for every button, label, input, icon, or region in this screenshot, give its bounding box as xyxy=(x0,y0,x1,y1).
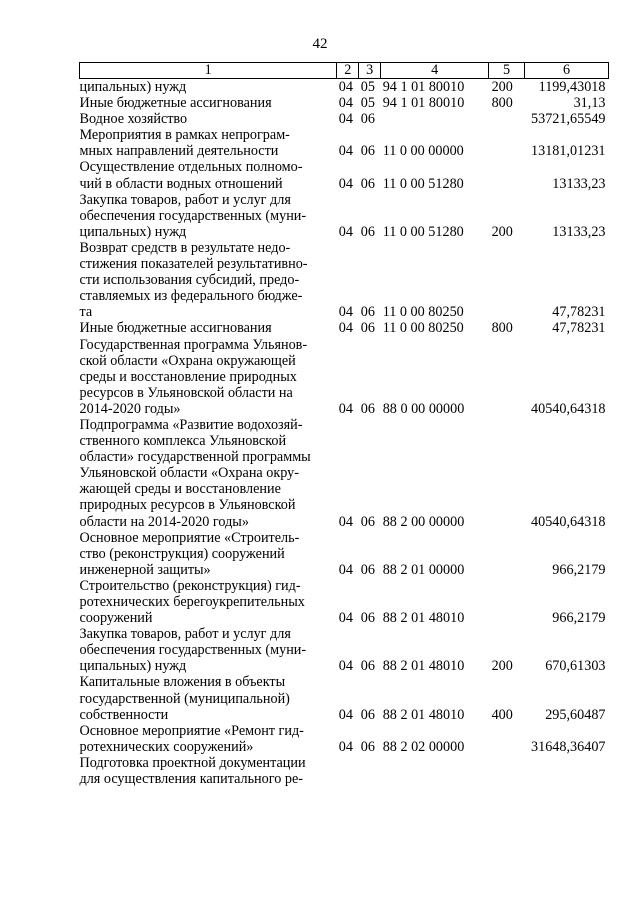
row-name-line: среды и восстановление природных xyxy=(79,368,297,385)
table-row xyxy=(80,127,609,159)
row-target-article: 11 0 00 51280 xyxy=(382,175,464,192)
row-expense-type: 800 xyxy=(491,95,513,112)
table-row xyxy=(80,79,609,96)
row-target-article: 88 2 01 48010 xyxy=(382,610,465,627)
row-section-code: 04 xyxy=(338,738,353,755)
row-target-article: 11 0 00 00000 xyxy=(382,143,464,160)
column-header-name: 1 xyxy=(80,63,337,79)
row-target-article: 11 0 00 80250 xyxy=(382,304,464,321)
row-name-line: Осуществление отдельных полномо- xyxy=(79,159,303,176)
table-header xyxy=(80,63,609,79)
row-name-line: для осуществления капитального ре- xyxy=(79,771,303,788)
column-header-target-article: 4 xyxy=(381,63,489,79)
row-expense-type xyxy=(489,723,525,755)
row-name-line: Основное мероприятие «Строитель- xyxy=(79,529,300,546)
row-name xyxy=(80,723,337,755)
row-subsection-code xyxy=(359,755,381,787)
row-section-code: 04 xyxy=(338,79,353,95)
row-expense-type xyxy=(489,530,525,578)
row-name-line: государственной (муниципальной) xyxy=(79,690,290,707)
row-name-line: Капитальные вложения в объекты xyxy=(79,674,286,691)
row-name-line: обеспечения государственных (муни- xyxy=(79,207,307,224)
column-header-expense-type: 5 xyxy=(489,63,525,79)
row-amount: 40540,64318 xyxy=(531,513,606,530)
row-name-line: 2014-2020 годы» xyxy=(79,400,181,417)
table-row xyxy=(80,723,609,755)
row-target-article: 88 2 02 00000 xyxy=(382,738,465,755)
row-subsection-code: 06 xyxy=(360,143,375,160)
row-name xyxy=(80,530,337,578)
row-amount: 13181,01231 xyxy=(531,143,606,160)
row-target-article xyxy=(381,111,489,127)
row-name-line: ципальных) нужд xyxy=(79,658,187,675)
row-name-line: ской области «Охрана окружающей xyxy=(79,352,296,369)
column-header-subsection: 3 xyxy=(359,63,381,79)
row-name-line: сти использования субсидий, предо- xyxy=(79,272,300,289)
table-row xyxy=(80,159,609,191)
row-name-line: ставляемых из федерального бюдже- xyxy=(79,288,303,305)
row-name xyxy=(80,417,337,530)
row-subsection-code: 06 xyxy=(360,223,375,240)
row-expense-type xyxy=(489,417,525,530)
row-amount: 1199,43018 xyxy=(538,79,606,95)
row-subsection-code: 06 xyxy=(360,400,375,417)
row-amount: 670,61303 xyxy=(545,658,606,675)
row-name xyxy=(80,320,337,336)
row-name xyxy=(80,337,337,417)
row-subsection-code: 06 xyxy=(360,610,375,627)
row-subsection-code: 06 xyxy=(360,320,375,337)
row-name-line: Подготовка проектной документации xyxy=(79,754,306,771)
row-name-line: Закупка товаров, работ и услуг для xyxy=(79,626,291,643)
row-amount xyxy=(524,755,608,787)
row-name-line: Закупка товаров, работ и услуг для xyxy=(79,191,291,208)
row-subsection-code: 05 xyxy=(360,95,375,112)
row-expense-type xyxy=(489,159,525,191)
row-name xyxy=(80,578,337,626)
row-name xyxy=(80,111,337,127)
row-name xyxy=(80,192,337,240)
table-row xyxy=(80,111,609,127)
table-row xyxy=(80,95,609,111)
table-row xyxy=(80,192,609,240)
row-amount: 295,60487 xyxy=(545,706,606,723)
row-section-code: 04 xyxy=(338,111,353,128)
row-section-code: 04 xyxy=(338,610,353,627)
row-amount: 47,78231 xyxy=(552,304,606,321)
row-name-line: собственности xyxy=(79,706,169,723)
table-row xyxy=(80,417,609,530)
row-target-article: 88 2 01 48010 xyxy=(382,706,465,723)
row-amount: 13133,23 xyxy=(552,175,606,192)
row-name-line: инженерной защиты» xyxy=(79,561,211,578)
row-name xyxy=(80,674,337,722)
row-name-line: чий в области водных отношений xyxy=(79,175,283,192)
table-row xyxy=(80,320,609,336)
table-row xyxy=(80,674,609,722)
budget-table xyxy=(79,62,609,787)
row-target-article: 88 0 00 00000 xyxy=(382,400,465,417)
row-name-line: природных ресурсов в Ульяновской xyxy=(79,497,296,514)
row-section-code: 04 xyxy=(338,400,353,417)
row-target-article: 11 0 00 51280 xyxy=(382,223,464,240)
row-target-article xyxy=(381,755,489,787)
row-section-code: 04 xyxy=(338,143,353,160)
row-name-line: области» государственной программы xyxy=(79,449,311,466)
row-section-code: 04 xyxy=(338,223,353,240)
row-subsection-code: 06 xyxy=(360,658,375,675)
column-header-section: 2 xyxy=(337,63,359,79)
row-section-code: 04 xyxy=(338,658,353,675)
row-amount: 13133,23 xyxy=(552,223,606,240)
row-name-line: ресурсов в Ульяновской области на xyxy=(79,384,293,401)
row-amount: 47,78231 xyxy=(552,320,606,337)
row-expense-type xyxy=(489,578,525,626)
row-expense-type: 200 xyxy=(491,79,513,95)
row-subsection-code: 05 xyxy=(360,79,375,95)
row-section-code: 04 xyxy=(338,320,353,337)
row-name-line: Водное хозяйство xyxy=(79,111,188,128)
row-name-line: Подпрограмма «Развитие водохозяй- xyxy=(79,416,303,433)
table-row xyxy=(80,337,609,417)
row-expense-type xyxy=(489,755,525,787)
row-target-article: 94 1 01 80010 xyxy=(382,95,465,112)
row-expense-type: 200 xyxy=(491,658,513,675)
row-section-code: 04 xyxy=(338,175,353,192)
row-name-line: ротехнических берегоукрепительных xyxy=(79,594,305,610)
row-subsection-code: 06 xyxy=(360,111,375,128)
row-name xyxy=(80,755,337,787)
row-name-line: стижения показателей результативно- xyxy=(79,256,308,273)
row-section-code xyxy=(337,755,359,787)
row-name-line: Строительство (реконструкция) гид- xyxy=(79,577,301,594)
row-name-line: Основное мероприятие «Ремонт гид- xyxy=(79,722,304,739)
row-subsection-code: 06 xyxy=(360,706,375,723)
row-expense-type xyxy=(489,240,525,320)
table-body xyxy=(80,79,609,788)
row-name-line: области на 2014-2020 годы» xyxy=(79,513,249,530)
row-amount: 40540,64318 xyxy=(531,400,606,417)
table-row xyxy=(80,755,609,787)
row-name-line: сооружений xyxy=(79,610,153,627)
row-target-article: 11 0 00 80250 xyxy=(382,320,464,337)
row-name-line: Мероприятия в рамках непрограм- xyxy=(79,127,290,144)
row-name-line: Ульяновской области «Охрана окру- xyxy=(79,465,299,482)
row-name-line: ципальных) нужд xyxy=(79,223,187,240)
row-target-article: 88 2 01 48010 xyxy=(382,658,465,675)
row-subsection-code: 06 xyxy=(360,738,375,755)
row-subsection-code: 06 xyxy=(360,304,375,321)
row-amount: 31648,36407 xyxy=(531,738,606,755)
row-name xyxy=(80,159,337,191)
table-row xyxy=(80,578,609,626)
row-section-code: 04 xyxy=(338,95,353,112)
table-row xyxy=(80,240,609,320)
row-target-article: 88 2 00 00000 xyxy=(382,513,465,530)
row-expense-type: 200 xyxy=(491,223,513,240)
row-name-line: ственного комплекса Ульяновской xyxy=(79,433,287,450)
row-name xyxy=(80,95,337,111)
row-expense-type: 400 xyxy=(491,706,513,723)
row-target-article: 88 2 01 00000 xyxy=(382,561,465,578)
row-expense-type xyxy=(489,127,525,159)
row-name xyxy=(80,79,337,96)
row-section-code: 04 xyxy=(338,706,353,723)
row-subsection-code: 06 xyxy=(360,175,375,192)
column-header-amount: 6 xyxy=(524,63,608,79)
row-amount: 31,13 xyxy=(573,95,606,112)
row-name-line: обеспечения государственных (муни- xyxy=(79,642,307,659)
row-subsection-code: 06 xyxy=(360,561,375,578)
row-target-article: 94 1 01 80010 xyxy=(382,79,465,95)
row-name-line: Иные бюджетные ассигнования xyxy=(79,320,272,337)
row-name-line: мных направлений деятельности xyxy=(79,143,279,160)
row-section-code: 04 xyxy=(338,304,353,321)
row-name-line: Возврат средств в результате недо- xyxy=(79,239,291,256)
row-amount: 53721,65549 xyxy=(531,111,606,128)
page-number: 42 xyxy=(312,36,328,52)
row-expense-type xyxy=(489,337,525,417)
row-name-line: ство (реконструкция) сооружений xyxy=(79,545,285,562)
row-name xyxy=(80,127,337,159)
row-name xyxy=(80,240,337,320)
row-expense-type: 800 xyxy=(491,320,513,337)
row-expense-type xyxy=(489,111,525,127)
row-amount: 966,2179 xyxy=(552,561,606,578)
row-name-line: Иные бюджетные ассигнования xyxy=(79,95,272,112)
row-name-line: Государственная программа Ульянов- xyxy=(79,336,308,353)
row-name-line: ротехнических сооружений» xyxy=(79,738,254,755)
row-name-line: та xyxy=(79,304,93,321)
row-name-line: ципальных) нужд xyxy=(79,79,187,95)
row-amount: 966,2179 xyxy=(552,610,606,627)
row-section-code: 04 xyxy=(338,561,353,578)
row-subsection-code: 06 xyxy=(360,513,375,530)
row-name-line: жающей среды и восстановление xyxy=(79,481,281,498)
row-name xyxy=(80,626,337,674)
row-section-code: 04 xyxy=(338,513,353,530)
table-row xyxy=(80,530,609,578)
table-row xyxy=(80,626,609,674)
